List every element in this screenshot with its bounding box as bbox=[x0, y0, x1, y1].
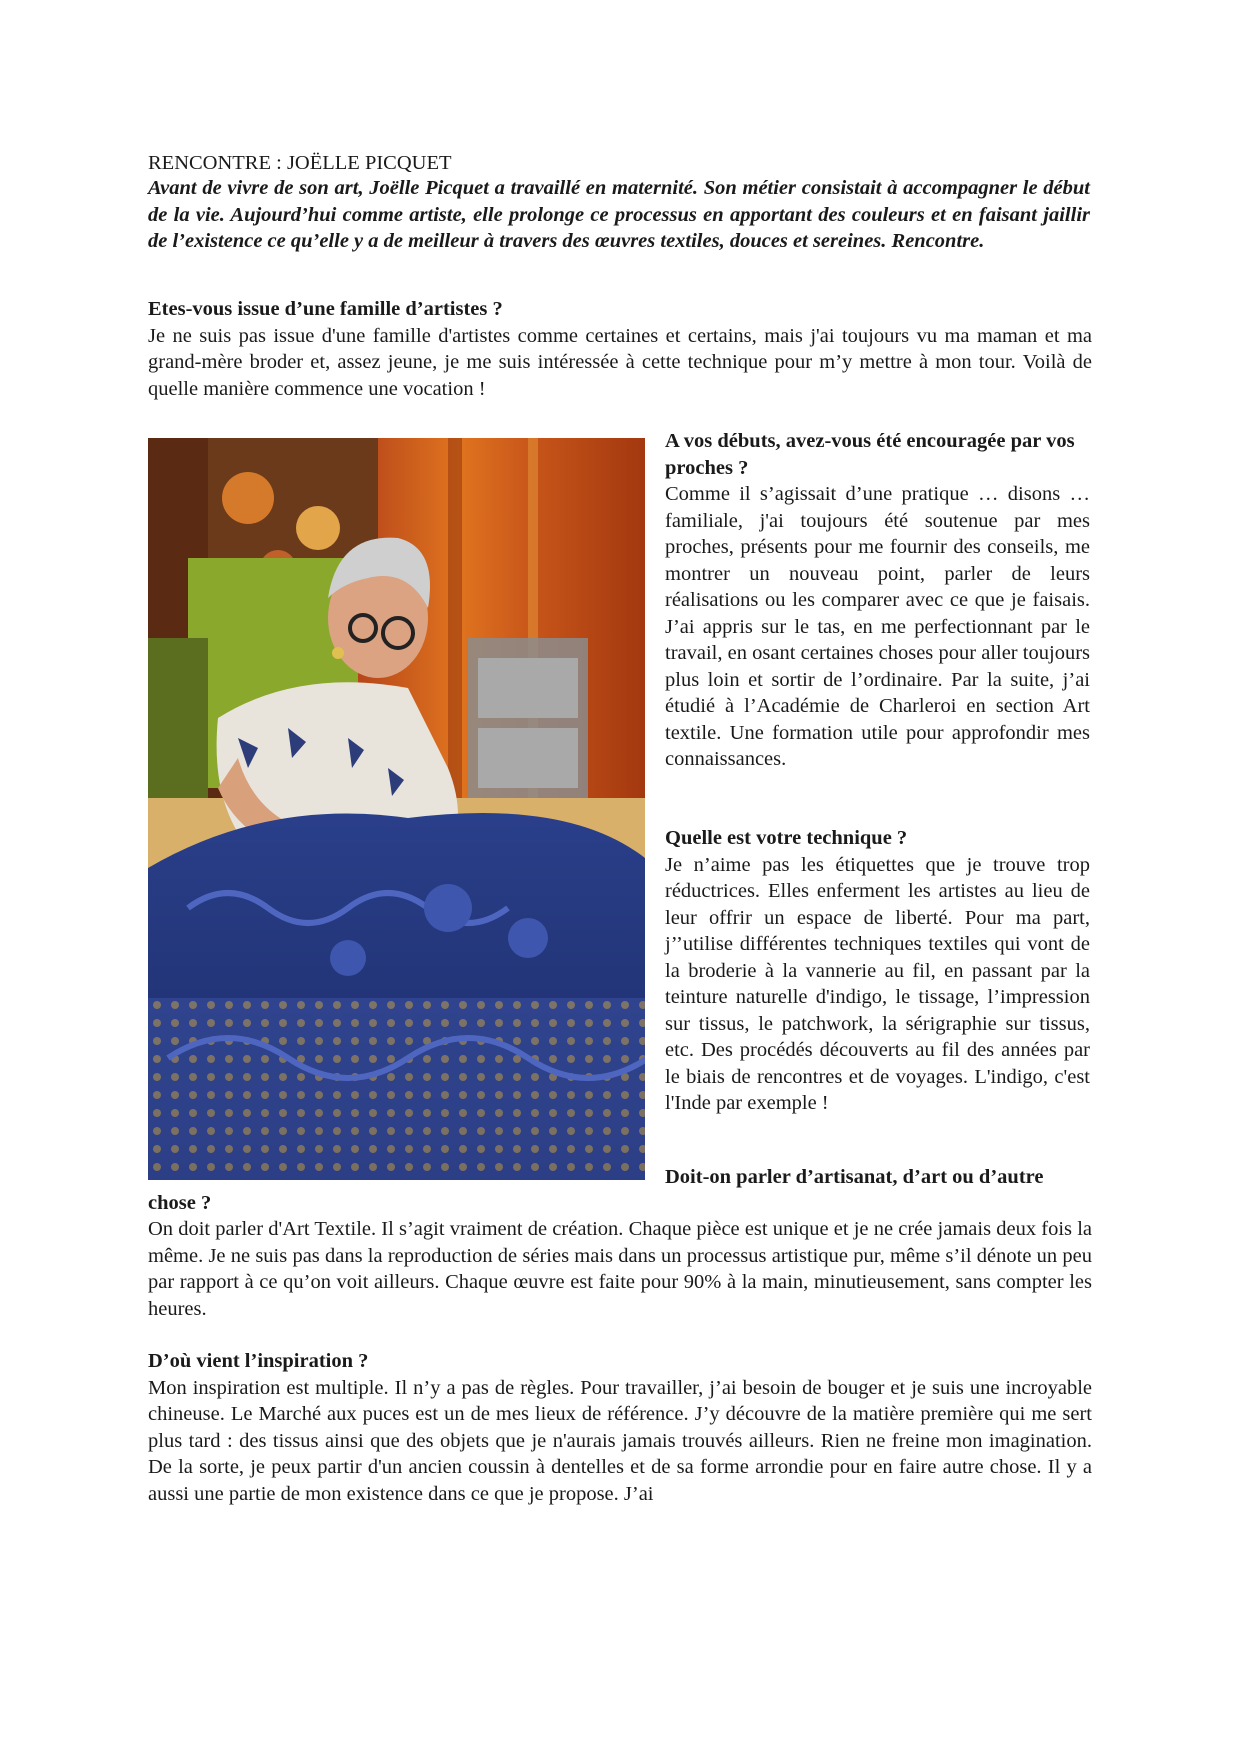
section-question: Etes-vous issue d’une famille d’artistes ? bbox=[148, 298, 503, 320]
section-inspiration bbox=[148, 1348, 1092, 1507]
section-encouragement bbox=[665, 428, 1090, 773]
section-technique bbox=[665, 825, 1090, 1117]
article-title: RENCONTRE : JOËLLE PICQUET bbox=[148, 152, 452, 174]
section-answer: Je ne suis pas issue d'une famille d'artistes comme certaines et certains, mais j'ai toujours vu ma maman et ma grand-mère broder et, assez jeune, je me suis intéressée à cette technique pour m’y mettre à mon tour. Voilà de quelle manière commence une vocation ! bbox=[148, 324, 1092, 400]
section-answer: Comme il s’agissait d’une pratique … disons … familiale, j'ai toujours été soutenue par mes proches, présents pour me fournir des conseils, me montrer un nouveau point, parler de leurs réalisations ou les comparer avec ce que je faisais. J’ai appris sur le tas, en me perfectionnant par le travail, en osant certaines choses pour aller toujours plus loin et sortir de l’ordinaire. Par la suite, j’ai étudié à l’Académie de Charleroi en section Art textile. Une formation utile pour approfondir mes connaissances. bbox=[665, 483, 1090, 770]
section-question: Quelle est votre technique ? bbox=[665, 827, 908, 849]
article-intro: Avant de vivre de son art, Joëlle Picquet a travaillé en maternité. Son métier consistait à accompagner le début de la vie. Aujourd’hui comme artiste, elle prolonge ce processus en apportant des couleurs et en faisant jaillir de l’existence ce qu’elle y a de meilleur à travers des œuvres textiles, douces et sereines. Rencontre. bbox=[148, 177, 1090, 252]
artist-photo bbox=[148, 438, 645, 1180]
section-answer: On doit parler d'Art Textile. Il s’agit vraiment de création. Chaque pièce est unique et je ne crée jamais deux fois la même. Je ne suis pas dans la reproduction de séries mais dans un processus artistique pur, même s’il dénote un peu par rapport à ce qu’on voit ailleurs. Chaque œuvre est faite pour 90% à la main, minutieusement, sans compter les heures. bbox=[148, 1218, 1092, 1320]
section-question: D’où vient l’inspiration ? bbox=[148, 1350, 369, 1372]
section-family bbox=[148, 296, 1092, 402]
section-question: A vos débuts, avez-vous été encouragée par vos proches ? bbox=[665, 430, 1075, 479]
section-question-part2: chose ? bbox=[148, 1192, 212, 1214]
section-art-answer bbox=[148, 1216, 1092, 1322]
section-answer: Je n’aime pas les étiquettes que je trouve trop réductrices. Elles enferment les artistes au lieu de leur offrir un espace de liberté. Pour ma part, j’’utilise différentes techniques textiles qui vont de la broderie à la vannerie au fil, en passant par la teinture naturelle d'indigo, le tissage, l’impression sur tissus, le patchwork, la sérigraphie sur tissus, etc. Des procédés découverts au fil des années par le biais de rencontres et de voyages. L'indigo, c'est l'Inde par exemple ! bbox=[665, 853, 1090, 1114]
section-question-part1: Doit-on parler d’artisanat, d’art ou d’autre bbox=[665, 1166, 1044, 1188]
section-answer: Mon inspiration est multiple. Il n’y a pas de règles. Pour travailler, j’ai besoin de bouger et je suis une incroyable chineuse. Le Marché aux puces est un de mes lieux de référence. J’y découvre de la matière première qui me sert plus tard : des tissus ainsi que des objets que je n'aurais jamais trouvés ailleurs. Rien ne freine mon imagination. De la sorte, je peux partir d'un ancien coussin à dentelles et de sa forme arrondie pour en faire autre chose. Il y a aussi une partie de mon existence dans ce que je propose. J’ai bbox=[148, 1376, 1092, 1505]
